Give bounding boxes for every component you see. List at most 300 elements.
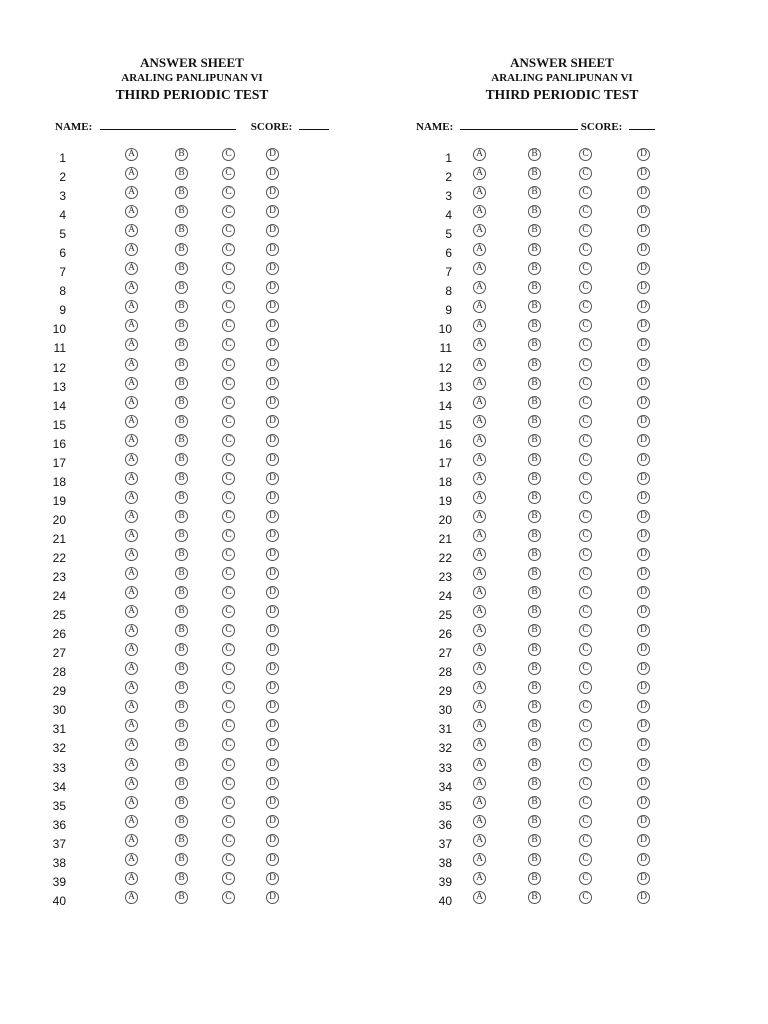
choice-bubble-a[interactable]: A [473,796,486,809]
choice-bubble-d[interactable]: D [266,662,279,675]
choice-bubble-b[interactable]: B [528,777,541,790]
choice-bubble-c[interactable]: C [579,796,592,809]
choice-bubble-c[interactable]: C [579,643,592,656]
choice-bubble-b[interactable]: B [175,453,188,466]
choice-bubble-b[interactable]: B [175,567,188,580]
choice-bubble-d[interactable]: D [266,567,279,580]
choice-bubble-d[interactable]: D [637,853,650,866]
choice-bubble-c[interactable]: C [222,662,235,675]
choice-bubble-b[interactable]: B [528,586,541,599]
choice-bubble-c[interactable]: C [222,167,235,180]
choice-bubble-c[interactable]: C [222,338,235,351]
choice-bubble-d[interactable]: D [637,262,650,275]
choice-bubble-a[interactable]: A [125,758,138,771]
score-field[interactable] [299,119,329,130]
choice-bubble-c[interactable]: C [222,262,235,275]
choice-bubble-d[interactable]: D [266,853,279,866]
choice-bubble-a[interactable]: A [125,434,138,447]
choice-bubble-c[interactable]: C [222,510,235,523]
choice-bubble-b[interactable]: B [175,738,188,751]
choice-bubble-a[interactable]: A [473,243,486,256]
choice-bubble-b[interactable]: B [175,548,188,561]
choice-bubble-b[interactable]: B [175,148,188,161]
choice-bubble-b[interactable]: B [528,224,541,237]
choice-bubble-a[interactable]: A [125,205,138,218]
choice-bubble-a[interactable]: A [473,510,486,523]
choice-bubble-b[interactable]: B [175,319,188,332]
choice-bubble-b[interactable]: B [528,624,541,637]
choice-bubble-d[interactable]: D [637,338,650,351]
choice-bubble-b[interactable]: B [528,700,541,713]
choice-bubble-a[interactable]: A [473,624,486,637]
choice-bubble-b[interactable]: B [175,891,188,904]
choice-bubble-b[interactable]: B [175,472,188,485]
choice-bubble-b[interactable]: B [175,186,188,199]
choice-bubble-c[interactable]: C [222,396,235,409]
choice-bubble-b[interactable]: B [175,853,188,866]
choice-bubble-d[interactable]: D [637,510,650,523]
choice-bubble-d[interactable]: D [637,186,650,199]
choice-bubble-d[interactable]: D [637,300,650,313]
choice-bubble-a[interactable]: A [473,491,486,504]
choice-bubble-a[interactable]: A [473,338,486,351]
choice-bubble-c[interactable]: C [579,834,592,847]
choice-bubble-c[interactable]: C [222,300,235,313]
choice-bubble-d[interactable]: D [266,891,279,904]
choice-bubble-c[interactable]: C [222,491,235,504]
choice-bubble-c[interactable]: C [222,319,235,332]
choice-bubble-a[interactable]: A [125,319,138,332]
choice-bubble-c[interactable]: C [222,624,235,637]
choice-bubble-b[interactable]: B [175,872,188,885]
choice-bubble-c[interactable]: C [579,719,592,732]
choice-bubble-b[interactable]: B [528,319,541,332]
choice-bubble-a[interactable]: A [125,472,138,485]
choice-bubble-d[interactable]: D [266,872,279,885]
choice-bubble-d[interactable]: D [266,186,279,199]
choice-bubble-c[interactable]: C [579,529,592,542]
choice-bubble-b[interactable]: B [175,434,188,447]
choice-bubble-d[interactable]: D [637,472,650,485]
choice-bubble-d[interactable]: D [266,224,279,237]
choice-bubble-a[interactable]: A [125,719,138,732]
choice-bubble-b[interactable]: B [528,281,541,294]
choice-bubble-d[interactable]: D [266,281,279,294]
choice-bubble-a[interactable]: A [125,167,138,180]
choice-bubble-c[interactable]: C [579,434,592,447]
choice-bubble-a[interactable]: A [125,358,138,371]
choice-bubble-a[interactable]: A [473,891,486,904]
choice-bubble-d[interactable]: D [266,300,279,313]
choice-bubble-a[interactable]: A [473,224,486,237]
choice-bubble-c[interactable]: C [222,834,235,847]
choice-bubble-a[interactable]: A [473,815,486,828]
choice-bubble-c[interactable]: C [579,396,592,409]
choice-bubble-d[interactable]: D [266,205,279,218]
choice-bubble-d[interactable]: D [266,738,279,751]
choice-bubble-a[interactable]: A [125,624,138,637]
choice-bubble-b[interactable]: B [528,891,541,904]
choice-bubble-d[interactable]: D [637,567,650,580]
choice-bubble-b[interactable]: B [528,472,541,485]
choice-bubble-c[interactable]: C [222,224,235,237]
choice-bubble-c[interactable]: C [579,491,592,504]
choice-bubble-d[interactable]: D [637,396,650,409]
choice-bubble-a[interactable]: A [473,205,486,218]
choice-bubble-a[interactable]: A [473,186,486,199]
choice-bubble-a[interactable]: A [125,338,138,351]
choice-bubble-d[interactable]: D [637,777,650,790]
choice-bubble-a[interactable]: A [125,186,138,199]
choice-bubble-d[interactable]: D [266,643,279,656]
choice-bubble-c[interactable]: C [579,415,592,428]
choice-bubble-c[interactable]: C [222,186,235,199]
choice-bubble-a[interactable]: A [473,453,486,466]
choice-bubble-a[interactable]: A [125,567,138,580]
choice-bubble-a[interactable]: A [473,148,486,161]
choice-bubble-a[interactable]: A [125,453,138,466]
choice-bubble-b[interactable]: B [528,148,541,161]
choice-bubble-c[interactable]: C [222,586,235,599]
choice-bubble-c[interactable]: C [579,624,592,637]
choice-bubble-d[interactable]: D [637,891,650,904]
choice-bubble-a[interactable]: A [473,643,486,656]
choice-bubble-b[interactable]: B [175,681,188,694]
choice-bubble-b[interactable]: B [175,491,188,504]
choice-bubble-c[interactable]: C [579,872,592,885]
choice-bubble-d[interactable]: D [266,377,279,390]
choice-bubble-d[interactable]: D [637,605,650,618]
choice-bubble-d[interactable]: D [266,624,279,637]
choice-bubble-a[interactable]: A [473,777,486,790]
choice-bubble-d[interactable]: D [266,243,279,256]
choice-bubble-b[interactable]: B [175,586,188,599]
choice-bubble-c[interactable]: C [579,300,592,313]
choice-bubble-d[interactable]: D [637,415,650,428]
choice-bubble-a[interactable]: A [473,872,486,885]
choice-bubble-a[interactable]: A [125,662,138,675]
choice-bubble-d[interactable]: D [266,510,279,523]
choice-bubble-a[interactable]: A [125,148,138,161]
choice-bubble-a[interactable]: A [125,396,138,409]
choice-bubble-b[interactable]: B [175,662,188,675]
choice-bubble-b[interactable]: B [175,815,188,828]
choice-bubble-a[interactable]: A [125,415,138,428]
choice-bubble-c[interactable]: C [579,738,592,751]
choice-bubble-c[interactable]: C [222,377,235,390]
choice-bubble-c[interactable]: C [579,319,592,332]
choice-bubble-b[interactable]: B [528,358,541,371]
choice-bubble-d[interactable]: D [266,396,279,409]
choice-bubble-a[interactable]: A [473,415,486,428]
choice-bubble-c[interactable]: C [222,891,235,904]
choice-bubble-c[interactable]: C [579,224,592,237]
choice-bubble-b[interactable]: B [175,281,188,294]
choice-bubble-b[interactable]: B [528,529,541,542]
choice-bubble-a[interactable]: A [125,529,138,542]
choice-bubble-d[interactable]: D [266,167,279,180]
choice-bubble-c[interactable]: C [222,758,235,771]
choice-bubble-b[interactable]: B [528,758,541,771]
choice-bubble-a[interactable]: A [125,243,138,256]
choice-bubble-c[interactable]: C [222,434,235,447]
choice-bubble-c[interactable]: C [222,872,235,885]
choice-bubble-b[interactable]: B [175,377,188,390]
choice-bubble-d[interactable]: D [637,167,650,180]
choice-bubble-c[interactable]: C [579,853,592,866]
choice-bubble-b[interactable]: B [528,834,541,847]
choice-bubble-a[interactable]: A [125,700,138,713]
choice-bubble-a[interactable]: A [473,548,486,561]
choice-bubble-b[interactable]: B [528,377,541,390]
choice-bubble-d[interactable]: D [637,643,650,656]
choice-bubble-a[interactable]: A [125,643,138,656]
choice-bubble-a[interactable]: A [473,434,486,447]
choice-bubble-d[interactable]: D [266,834,279,847]
choice-bubble-b[interactable]: B [528,681,541,694]
choice-bubble-d[interactable]: D [637,548,650,561]
choice-bubble-b[interactable]: B [528,396,541,409]
choice-bubble-a[interactable]: A [473,586,486,599]
choice-bubble-a[interactable]: A [473,700,486,713]
choice-bubble-c[interactable]: C [579,358,592,371]
choice-bubble-a[interactable]: A [125,300,138,313]
choice-bubble-c[interactable]: C [222,415,235,428]
choice-bubble-a[interactable]: A [473,758,486,771]
choice-bubble-c[interactable]: C [579,472,592,485]
choice-bubble-b[interactable]: B [528,415,541,428]
choice-bubble-c[interactable]: C [222,453,235,466]
choice-bubble-b[interactable]: B [528,548,541,561]
choice-bubble-c[interactable]: C [222,643,235,656]
choice-bubble-d[interactable]: D [266,815,279,828]
choice-bubble-b[interactable]: B [175,415,188,428]
name-field[interactable] [100,119,236,130]
choice-bubble-c[interactable]: C [222,605,235,618]
choice-bubble-a[interactable]: A [473,834,486,847]
choice-bubble-d[interactable]: D [266,148,279,161]
choice-bubble-c[interactable]: C [222,796,235,809]
choice-bubble-b[interactable]: B [528,719,541,732]
choice-bubble-b[interactable]: B [175,300,188,313]
choice-bubble-b[interactable]: B [175,262,188,275]
choice-bubble-c[interactable]: C [579,662,592,675]
choice-bubble-b[interactable]: B [175,243,188,256]
choice-bubble-b[interactable]: B [175,205,188,218]
choice-bubble-c[interactable]: C [579,338,592,351]
choice-bubble-d[interactable]: D [266,338,279,351]
choice-bubble-a[interactable]: A [125,796,138,809]
choice-bubble-a[interactable]: A [473,319,486,332]
choice-bubble-c[interactable]: C [579,243,592,256]
choice-bubble-a[interactable]: A [125,853,138,866]
choice-bubble-d[interactable]: D [637,434,650,447]
choice-bubble-b[interactable]: B [528,453,541,466]
choice-bubble-c[interactable]: C [222,243,235,256]
choice-bubble-d[interactable]: D [637,624,650,637]
choice-bubble-c[interactable]: C [222,148,235,161]
choice-bubble-c[interactable]: C [222,700,235,713]
choice-bubble-a[interactable]: A [473,567,486,580]
choice-bubble-d[interactable]: D [266,472,279,485]
choice-bubble-b[interactable]: B [528,853,541,866]
choice-bubble-b[interactable]: B [175,758,188,771]
choice-bubble-a[interactable]: A [473,719,486,732]
choice-bubble-b[interactable]: B [175,224,188,237]
choice-bubble-c[interactable]: C [579,205,592,218]
choice-bubble-b[interactable]: B [528,491,541,504]
choice-bubble-b[interactable]: B [528,567,541,580]
choice-bubble-a[interactable]: A [473,529,486,542]
choice-bubble-b[interactable]: B [175,796,188,809]
choice-bubble-b[interactable]: B [528,434,541,447]
choice-bubble-d[interactable]: D [266,681,279,694]
choice-bubble-b[interactable]: B [528,796,541,809]
choice-bubble-d[interactable]: D [637,738,650,751]
score-field[interactable] [629,119,655,130]
choice-bubble-a[interactable]: A [125,224,138,237]
choice-bubble-b[interactable]: B [175,529,188,542]
choice-bubble-a[interactable]: A [125,491,138,504]
choice-bubble-d[interactable]: D [266,605,279,618]
choice-bubble-b[interactable]: B [175,338,188,351]
choice-bubble-d[interactable]: D [637,586,650,599]
choice-bubble-c[interactable]: C [222,815,235,828]
choice-bubble-a[interactable]: A [125,891,138,904]
choice-bubble-b[interactable]: B [528,662,541,675]
choice-bubble-d[interactable]: D [637,700,650,713]
choice-bubble-c[interactable]: C [579,567,592,580]
choice-bubble-d[interactable]: D [637,662,650,675]
choice-bubble-a[interactable]: A [473,853,486,866]
choice-bubble-d[interactable]: D [266,758,279,771]
choice-bubble-c[interactable]: C [222,529,235,542]
choice-bubble-d[interactable]: D [637,491,650,504]
choice-bubble-a[interactable]: A [125,262,138,275]
choice-bubble-c[interactable]: C [579,377,592,390]
choice-bubble-a[interactable]: A [125,377,138,390]
choice-bubble-c[interactable]: C [222,777,235,790]
choice-bubble-c[interactable]: C [579,815,592,828]
choice-bubble-d[interactable]: D [266,700,279,713]
name-field[interactable] [460,119,578,130]
choice-bubble-b[interactable]: B [528,605,541,618]
choice-bubble-d[interactable]: D [637,529,650,542]
choice-bubble-c[interactable]: C [579,777,592,790]
choice-bubble-b[interactable]: B [175,834,188,847]
choice-bubble-d[interactable]: D [266,358,279,371]
choice-bubble-b[interactable]: B [175,605,188,618]
choice-bubble-d[interactable]: D [637,796,650,809]
choice-bubble-b[interactable]: B [175,167,188,180]
choice-bubble-c[interactable]: C [222,548,235,561]
choice-bubble-a[interactable]: A [125,834,138,847]
choice-bubble-b[interactable]: B [528,262,541,275]
choice-bubble-b[interactable]: B [528,167,541,180]
choice-bubble-d[interactable]: D [637,148,650,161]
choice-bubble-c[interactable]: C [222,567,235,580]
choice-bubble-c[interactable]: C [579,148,592,161]
choice-bubble-a[interactable]: A [125,281,138,294]
choice-bubble-c[interactable]: C [222,205,235,218]
choice-bubble-b[interactable]: B [528,815,541,828]
choice-bubble-a[interactable]: A [125,777,138,790]
choice-bubble-c[interactable]: C [579,548,592,561]
choice-bubble-c[interactable]: C [579,262,592,275]
choice-bubble-b[interactable]: B [528,300,541,313]
choice-bubble-d[interactable]: D [266,415,279,428]
choice-bubble-d[interactable]: D [637,834,650,847]
choice-bubble-d[interactable]: D [637,224,650,237]
choice-bubble-d[interactable]: D [266,777,279,790]
choice-bubble-b[interactable]: B [175,700,188,713]
choice-bubble-b[interactable]: B [528,643,541,656]
choice-bubble-d[interactable]: D [266,586,279,599]
choice-bubble-a[interactable]: A [125,738,138,751]
choice-bubble-a[interactable]: A [125,548,138,561]
choice-bubble-c[interactable]: C [222,738,235,751]
choice-bubble-c[interactable]: C [222,681,235,694]
choice-bubble-c[interactable]: C [222,719,235,732]
choice-bubble-c[interactable]: C [579,453,592,466]
choice-bubble-d[interactable]: D [637,453,650,466]
choice-bubble-c[interactable]: C [222,472,235,485]
choice-bubble-b[interactable]: B [175,624,188,637]
choice-bubble-a[interactable]: A [473,262,486,275]
choice-bubble-d[interactable]: D [266,491,279,504]
choice-bubble-d[interactable]: D [637,719,650,732]
choice-bubble-c[interactable]: C [579,700,592,713]
choice-bubble-d[interactable]: D [637,681,650,694]
choice-bubble-c[interactable]: C [579,586,592,599]
choice-bubble-b[interactable]: B [528,186,541,199]
choice-bubble-b[interactable]: B [175,510,188,523]
choice-bubble-a[interactable]: A [473,605,486,618]
choice-bubble-a[interactable]: A [125,605,138,618]
choice-bubble-c[interactable]: C [222,281,235,294]
choice-bubble-a[interactable]: A [473,472,486,485]
choice-bubble-b[interactable]: B [528,205,541,218]
choice-bubble-a[interactable]: A [125,872,138,885]
choice-bubble-d[interactable]: D [266,434,279,447]
choice-bubble-c[interactable]: C [222,358,235,371]
choice-bubble-c[interactable]: C [222,853,235,866]
choice-bubble-b[interactable]: B [175,358,188,371]
choice-bubble-d[interactable]: D [266,529,279,542]
choice-bubble-d[interactable]: D [266,262,279,275]
choice-bubble-d[interactable]: D [637,872,650,885]
choice-bubble-c[interactable]: C [579,510,592,523]
choice-bubble-d[interactable]: D [266,719,279,732]
choice-bubble-b[interactable]: B [175,719,188,732]
choice-bubble-d[interactable]: D [266,319,279,332]
choice-bubble-b[interactable]: B [175,643,188,656]
choice-bubble-d[interactable]: D [266,453,279,466]
choice-bubble-a[interactable]: A [125,815,138,828]
choice-bubble-c[interactable]: C [579,891,592,904]
choice-bubble-d[interactable]: D [637,281,650,294]
choice-bubble-d[interactable]: D [637,377,650,390]
choice-bubble-b[interactable]: B [175,396,188,409]
choice-bubble-c[interactable]: C [579,186,592,199]
choice-bubble-d[interactable]: D [637,358,650,371]
choice-bubble-a[interactable]: A [473,167,486,180]
choice-bubble-a[interactable]: A [125,510,138,523]
choice-bubble-b[interactable]: B [528,510,541,523]
choice-bubble-a[interactable]: A [125,586,138,599]
choice-bubble-a[interactable]: A [473,738,486,751]
choice-bubble-c[interactable]: C [579,281,592,294]
